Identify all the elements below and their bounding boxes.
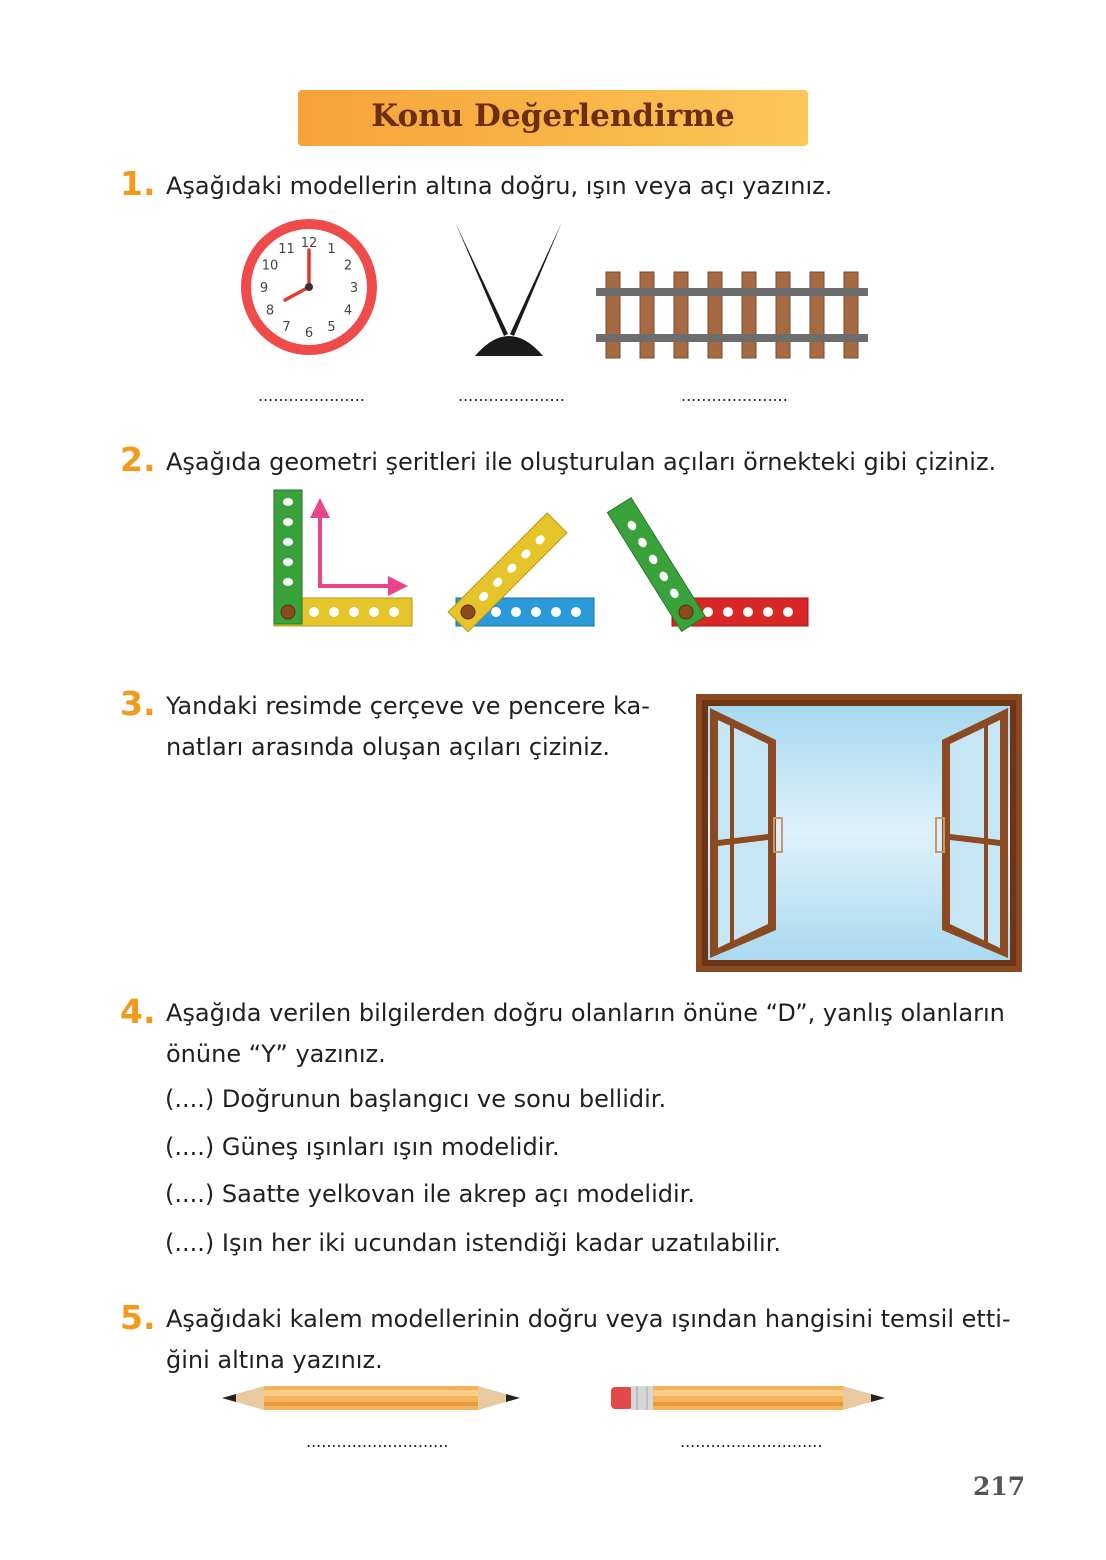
rail-tie bbox=[810, 272, 824, 358]
clock-illustration bbox=[238, 216, 380, 358]
antenna-illustration bbox=[455, 222, 565, 358]
title-banner bbox=[298, 90, 808, 146]
pencil-with-eraser bbox=[611, 1384, 885, 1412]
q1-blank-antenna[interactable]: ..................... bbox=[458, 386, 565, 405]
clock-numeral: 12 bbox=[300, 236, 318, 251]
rail-tie bbox=[606, 272, 620, 358]
q4-line2: önüne “Y” yazınız. bbox=[166, 1040, 386, 1068]
q5-blank-pencil-1[interactable]: ............................ bbox=[306, 1432, 449, 1451]
clock-numeral: 5 bbox=[327, 319, 336, 335]
strip-angle-yellow-blue bbox=[452, 510, 597, 632]
q3-number: 3. bbox=[120, 684, 156, 723]
clock-numeral: 1 bbox=[327, 242, 336, 258]
q2-text: Aşağıda geometri şeritleri ile oluşturulan açıları örnekteki gibi çiziniz. bbox=[166, 448, 997, 476]
strip-example-right-angle bbox=[270, 488, 415, 630]
q5-line2: ğini altına yazınız. bbox=[166, 1346, 383, 1374]
clock-numeral: 8 bbox=[265, 303, 275, 319]
q5-line1: Aşağıdaki kalem modellerinin doğru veya ışından hangisini temsil etti- bbox=[166, 1305, 1011, 1333]
rail-tie bbox=[640, 272, 654, 358]
window-illustration bbox=[696, 694, 1022, 972]
q4-number: 4. bbox=[120, 992, 156, 1031]
rail-tie bbox=[776, 272, 790, 358]
railway-illustration bbox=[596, 272, 868, 358]
q3-line2: natları arasında oluşan açıları çiziniz. bbox=[166, 733, 611, 761]
clock-numeral: 7 bbox=[282, 319, 291, 335]
q1-text: Aşağıdaki modellerin altına doğru, ışın veya açı yazınız. bbox=[166, 172, 833, 200]
rail-tie bbox=[708, 272, 722, 358]
rail-tie bbox=[844, 272, 858, 358]
q1-blank-rail[interactable]: ..................... bbox=[681, 386, 788, 405]
q5-blank-pencil-2[interactable]: ............................ bbox=[680, 1432, 823, 1451]
strip-angle-green-red bbox=[612, 498, 812, 632]
q1-number: 1. bbox=[120, 164, 156, 203]
q3-line1: Yandaki resimde çerçeve ve pencere ka- bbox=[166, 692, 650, 720]
q4-line1: Aşağıda verilen bilgilerden doğru olanların önüne “D”, yanlış olanların bbox=[166, 999, 1005, 1027]
rail-tie bbox=[742, 272, 756, 358]
clock-numeral: 3 bbox=[349, 281, 359, 296]
q5-number: 5. bbox=[120, 1298, 156, 1337]
clock-numeral: 10 bbox=[261, 258, 279, 274]
q1-blank-clock[interactable]: ..................... bbox=[258, 386, 365, 405]
page-title: Konu Değerlendirme bbox=[371, 98, 735, 134]
clock-numeral: 9 bbox=[259, 281, 269, 296]
rail-tie bbox=[674, 272, 688, 358]
clock-numeral: 2 bbox=[343, 258, 353, 274]
q2-number: 2. bbox=[120, 440, 156, 479]
q4-statement-2[interactable]: (....) Güneş ışınları ışın modelidir. bbox=[165, 1133, 560, 1161]
q4-statement-3[interactable]: (....) Saatte yelkovan ile akrep açı modelidir. bbox=[165, 1180, 695, 1208]
pencil-double-sharpened bbox=[222, 1384, 520, 1412]
q4-statement-1[interactable]: (....) Doğrunun başlangıcı ve sonu bellidir. bbox=[165, 1085, 667, 1113]
clock-numeral: 4 bbox=[343, 303, 353, 319]
clock-numeral: 6 bbox=[304, 326, 314, 341]
page-number: 217 bbox=[973, 1472, 1026, 1501]
q4-statement-4[interactable]: (....) Işın her iki ucundan istendiği kadar uzatılabilir. bbox=[165, 1229, 782, 1257]
clock-numeral: 11 bbox=[278, 242, 295, 258]
